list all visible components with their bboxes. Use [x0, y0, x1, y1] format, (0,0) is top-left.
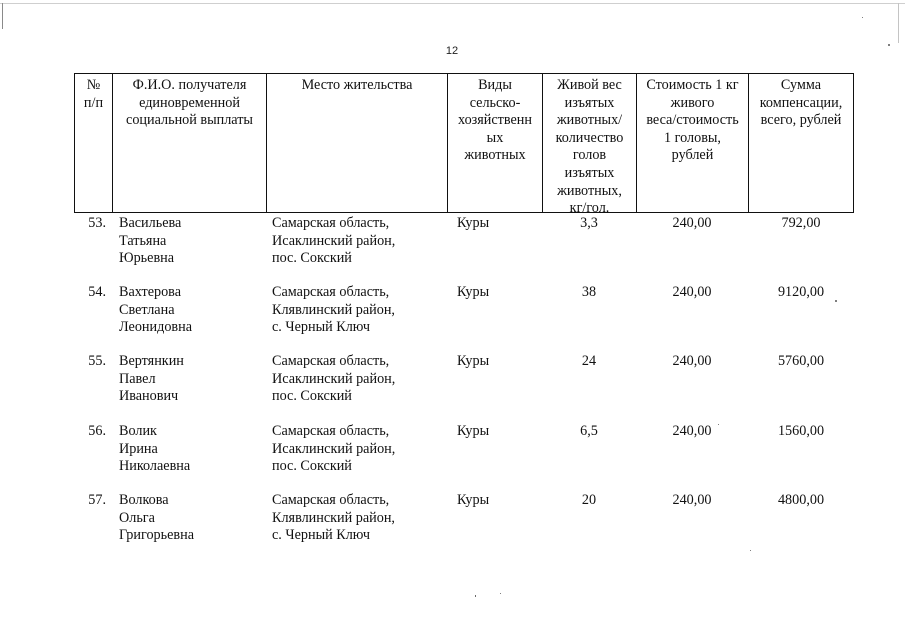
price-per-kg: 240,00	[672, 215, 712, 231]
table-row	[74, 215, 854, 281]
table-row	[74, 492, 854, 558]
animal-type: Куры	[457, 284, 490, 300]
scan-edge-top	[0, 3, 905, 4]
scan-speck	[475, 595, 476, 597]
live-weight: 6,5	[580, 423, 598, 439]
residence-address: Самарская область, Исаклинский район, пос. Сокский	[272, 353, 396, 405]
price-per-kg: 240,00	[672, 284, 712, 300]
table-row	[74, 423, 854, 489]
residence-address: Самарская область, Исаклинский район, пос. Сокский	[272, 215, 396, 267]
compensation-sum: 5760,00	[777, 353, 825, 369]
recipient-name: Волик Ирина Николаевна	[119, 423, 191, 475]
header-price-per-kg: Стоимость 1 кг живого веса/стоимость 1 головы, рублей	[637, 74, 749, 212]
animal-type: Куры	[457, 215, 490, 231]
header-live-weight: Живой вес изъятых животных/ количество голов изъятых животных, кг/гол.	[543, 74, 637, 212]
residence-address: Самарская область, Клявлинский район, с. Черный Ключ	[272, 284, 395, 336]
compensation-sum: 1560,00	[777, 423, 825, 439]
row-number: 57.	[88, 492, 106, 508]
residence-address: Самарская область, Клявлинский район, с. Черный Ключ	[272, 492, 395, 544]
scan-speck	[500, 593, 501, 594]
price-per-kg: 240,00	[672, 492, 712, 508]
recipient-name: Вахтерова Светлана Леонидовна	[119, 284, 193, 336]
scan-edge-left	[2, 3, 3, 29]
live-weight: 3,3	[580, 215, 598, 231]
table-header	[74, 73, 854, 217]
scan-speck	[888, 44, 890, 46]
animal-type: Куры	[457, 353, 490, 369]
live-weight: 24	[581, 353, 597, 369]
header-animal-type: Виды сельско- хозяйственн ых животных	[448, 74, 543, 212]
price-per-kg: 240,00	[672, 353, 712, 369]
page-number: 12	[445, 45, 459, 57]
live-weight: 20	[581, 492, 597, 508]
recipient-name: Вертянкин Павел Иванович	[119, 353, 184, 405]
header-residence: Место жительства	[267, 74, 448, 212]
table-row	[74, 353, 854, 419]
header-compensation-sum: Сумма компенсации, всего, рублей	[759, 77, 843, 129]
row-number: 54.	[88, 284, 106, 300]
animal-type: Куры	[457, 492, 490, 508]
scan-speck	[862, 17, 863, 18]
animal-type: Куры	[457, 423, 490, 439]
row-number: 55.	[88, 353, 106, 369]
scan-edge-right	[898, 3, 899, 43]
compensation-sum: 9120,00	[777, 284, 825, 300]
row-number: 53.	[88, 215, 106, 231]
residence-address: Самарская область, Исаклинский район, пос. Сокский	[272, 423, 396, 475]
price-per-kg: 240,00	[672, 423, 712, 439]
row-number: 56.	[88, 423, 106, 439]
compensation-sum: 792,00	[781, 215, 821, 231]
live-weight: 38	[581, 284, 597, 300]
recipient-name: Волкова Ольга Григорьевна	[119, 492, 195, 544]
recipient-name: Васильева Татьяна Юрьевна	[119, 215, 182, 267]
compensation-sum: 4800,00	[777, 492, 825, 508]
header-full-name: Ф.И.О. получателя единовременной социальной выплаты	[113, 74, 267, 212]
header-number: № п/п	[75, 74, 113, 212]
table-row	[74, 284, 854, 350]
